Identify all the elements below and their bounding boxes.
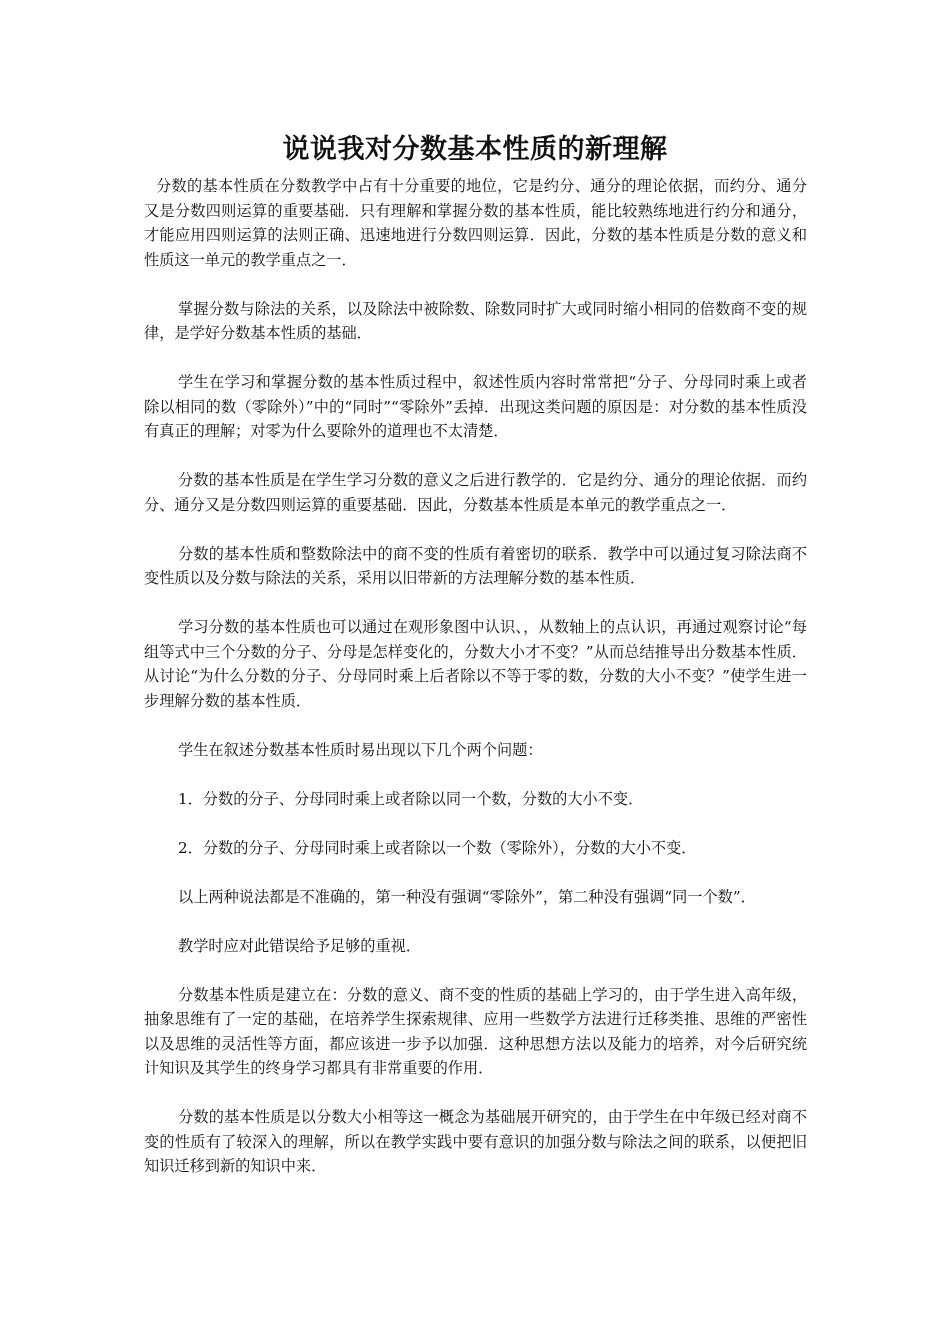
paragraph: 分数的基本性质是在学生学习分数的意义之后进行教学的．它是约分、通分的理论依据．而约分、通分又是分数四则运算的重要基础．因此，分数基本性质是本单元的教学重点之一． bbox=[144, 471, 807, 514]
list-item: 2．分数的分子、分母同时乘上或者除以一个数（零除外），分数的大小不变． bbox=[178, 838, 697, 857]
paragraph: 以上两种说法都是不准确的，第一种没有强调“零除外”，第二种没有强调“同一个数”． bbox=[178, 887, 756, 906]
document-title: 说说我对分数基本性质的新理解 bbox=[282, 134, 668, 165]
paragraph: 分数的基本性质在分数教学中占有十分重要的地位，它是约分、通分的理论依据，而约分、通分又是分数四则运算的重要基础．只有理解和掌握分数的基本性质，能比较熟练地进行约分和通分，才能应用四则运算的法则正确、迅速地进行分数四则运算．因此，分数的基本性质是分数的意义和性质这一单元的教学重点之一． bbox=[144, 177, 807, 269]
paragraph: 学生在叙述分数基本性质时易出现以下几个两个问题： bbox=[178, 740, 543, 759]
paragraph: 学习分数的基本性质也可以通过在观形象图中认识、，从数轴上的点认识，再通过观察讨论“每组等式中三个分数的分子、分母是怎样变化的，分数大小才不变？”从而总结推导出分数基本性质．从讨论“为什么分数的分子、分母同时乘上后者除以不等于零的数，分数的大小不变？”使学生进一步理解分数的基本性质． bbox=[144, 618, 807, 710]
paragraph: 教学时应对此错误给予足够的重视． bbox=[178, 936, 421, 955]
paragraph: 分数的基本性质是以分数大小相等这一概念为基础展开研究的，由于学生在中年级已经对商不变的性质有了较深入的理解，所以在教学实践中要有意识的加强分数与除法之间的联系，以便把旧知识迁移到新的知识中来． bbox=[144, 1108, 807, 1175]
paragraph: 分数基本性质是建立在：分数的意义、商不变的性质的基础上学习的，由于学生进入高年级，抽象思维有了一定的基础，在培养学生探索规律、应用一些数学方法进行迁移类推、思维的严密性以及思维的灵活性等方面，都应该进一步予以加强．这种思想方法以及能力的培养，对今后研究统计知识及其学生的终身学习都具有非常重要的作用． bbox=[144, 985, 807, 1077]
paragraph: 分数的基本性质和整数除法中的商不变的性质有着密切的联系．教学中可以通过复习除法商不变性质以及分数与除法的关系，采用以旧带新的方法理解分数的基本性质． bbox=[144, 544, 807, 587]
paragraph: 掌握分数与除法的关系，以及除法中被除数、除数同时扩大或同时缩小相同的倍数商不变的规律，是学好分数基本性质的基础． bbox=[144, 299, 807, 342]
paragraph: 学生在学习和掌握分数的基本性质过程中，叙述性质内容时常常把“分子、分母同时乘上或者除以相同的数（零除外）”中的“同时”“零除外”丢掉．出现这类问题的原因是：对分数的基本性质没有真正的理解；对零为什么要除外的道理也不太清楚． bbox=[144, 373, 807, 440]
list-item: 1．分数的分子、分母同时乘上或者除以同一个数，分数的大小不变． bbox=[178, 789, 644, 808]
document-body bbox=[144, 174, 807, 1203]
